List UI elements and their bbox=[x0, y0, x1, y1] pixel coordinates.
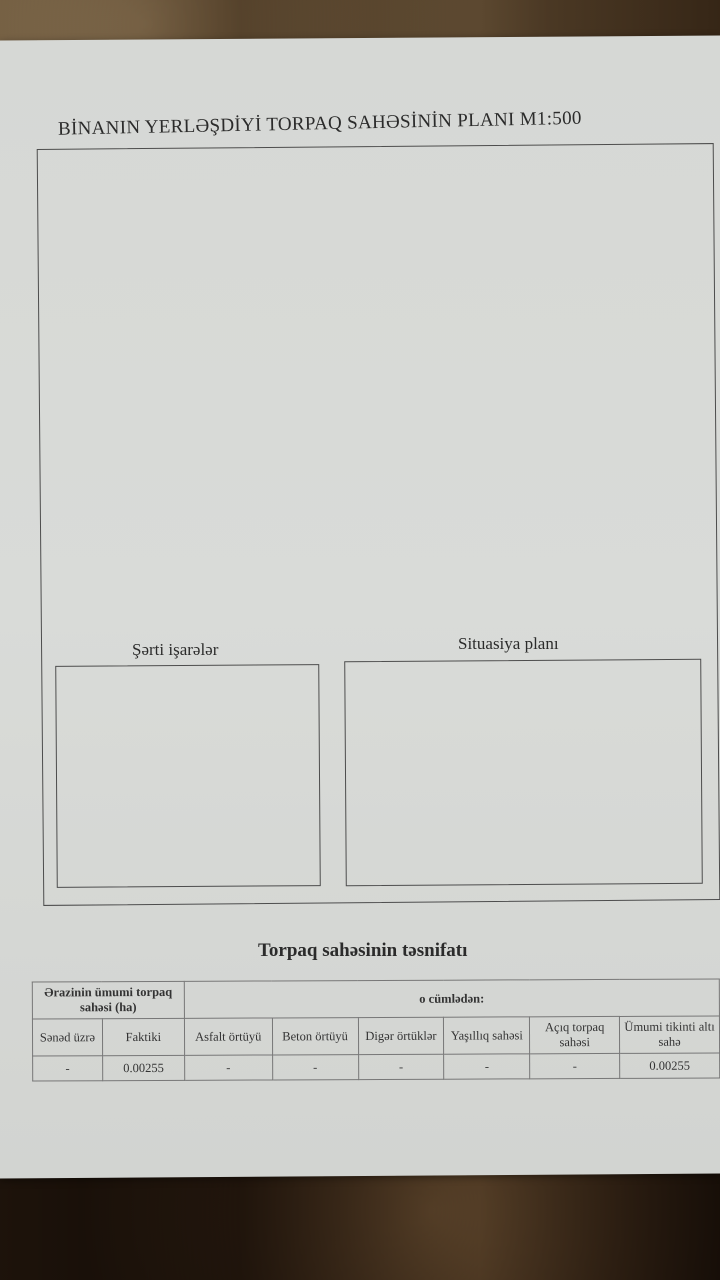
column-header: Sənəd üzrə bbox=[32, 1019, 102, 1056]
table-cell: - bbox=[272, 1055, 358, 1080]
document-title: BİNANIN YERLƏŞDİYİ TORPAQ SAHƏSİNİN PLANI M1:500 bbox=[57, 107, 582, 140]
table-cell: - bbox=[530, 1053, 620, 1078]
column-header: Faktiki bbox=[102, 1018, 184, 1055]
table-cell: - bbox=[184, 1055, 272, 1080]
column-header: Ümumi tikinti altı sahə bbox=[620, 1016, 720, 1053]
situation-plan-label: Situasiya planı bbox=[458, 634, 559, 653]
table-cell: - bbox=[358, 1054, 444, 1079]
background-fabric-bottom bbox=[0, 1165, 720, 1280]
table-cell: 0.00255 bbox=[103, 1055, 185, 1080]
column-header: Beton örtüyü bbox=[272, 1018, 358, 1055]
column-header: Yaşıllıq sahəsi bbox=[444, 1017, 530, 1054]
table-header-row bbox=[32, 1016, 719, 1056]
column-header: Asfalt örtüyü bbox=[184, 1018, 272, 1055]
group-header-including: o cümlədən: bbox=[184, 979, 719, 1018]
legend-box bbox=[55, 664, 321, 888]
group-header-total-area: Ərazinin ümumi torpaq sahəsi (ha) bbox=[32, 981, 184, 1019]
land-classification-table bbox=[32, 978, 720, 1081]
legend-label: Şərti işarələr bbox=[132, 640, 219, 659]
column-header: Açıq torpaq sahəsi bbox=[530, 1016, 620, 1053]
section-title: Torpaq sahəsinin təsnifatı bbox=[258, 940, 468, 961]
table-cell: - bbox=[444, 1054, 530, 1079]
table-cell: - bbox=[33, 1056, 103, 1081]
table-cell: 0.00255 bbox=[620, 1053, 720, 1078]
table-row bbox=[33, 1053, 720, 1081]
column-header: Digər örtüklər bbox=[358, 1017, 444, 1054]
table-group-header-row bbox=[32, 979, 719, 1019]
situation-plan-box bbox=[344, 659, 703, 886]
